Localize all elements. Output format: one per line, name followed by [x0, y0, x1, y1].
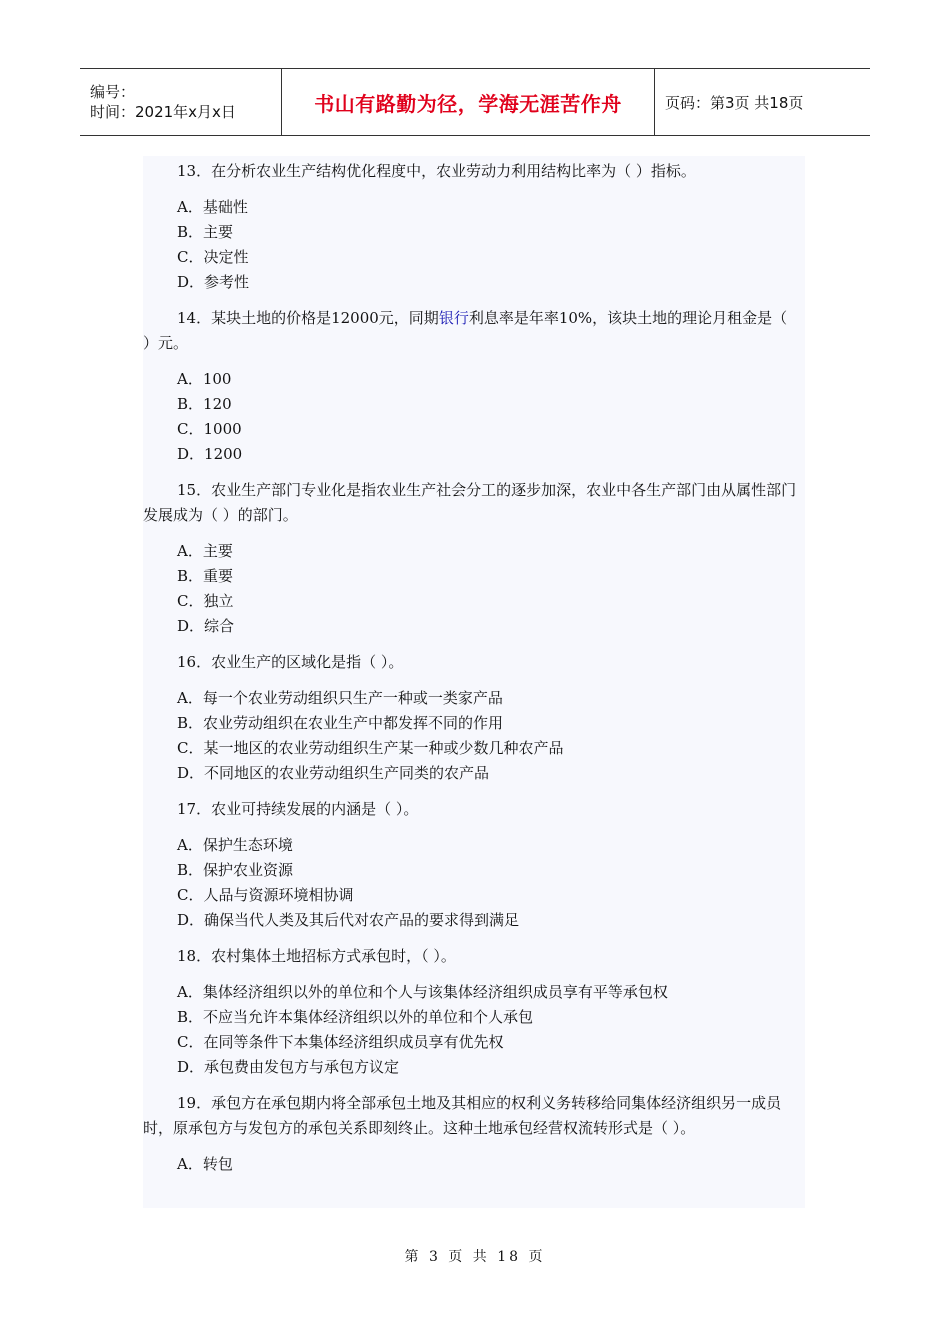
- bank-link[interactable]: 银行: [438, 309, 469, 327]
- option-list: [143, 195, 805, 295]
- question-stem: 13．在分析农业生产结构优化程度中，农业劳动力利用结构比率为（ ）指标。: [177, 162, 696, 180]
- question-15: [143, 478, 805, 639]
- document-date: 时间：2021年x月x日: [90, 103, 236, 121]
- question-17: [143, 797, 805, 933]
- option-d: D．不同地区的农业劳动组织生产同类的农产品: [177, 764, 490, 782]
- option-b: B．农业劳动组织在农业生产中都发挥不同的作用: [177, 714, 504, 732]
- option-d: D．综合: [177, 617, 235, 635]
- question-18: [143, 944, 805, 1080]
- page-header: [80, 68, 870, 136]
- question-stem: 18．农村集体土地招标方式承包时，（ ）。: [177, 947, 456, 965]
- header-page-number: 页码：第3页 共18页: [665, 93, 804, 112]
- option-c: C．人品与资源环境相协调: [177, 886, 354, 904]
- question-stem: 17．农业可持续发展的内涵是（ ）。: [177, 800, 419, 818]
- question-body: [143, 156, 805, 1208]
- page-footer: 第 3 页 共 18 页: [404, 1249, 546, 1265]
- stem-part-1: 14．某块土地的价格是12000元，同期: [177, 309, 439, 327]
- header-motto-cell: [282, 69, 655, 135]
- option-list: [143, 980, 805, 1080]
- option-a: A．集体经济组织以外的单位和个人与该集体经济组织成员享有平等承包权: [177, 983, 668, 1001]
- option-a: A．保护生态环境: [177, 836, 293, 854]
- option-d: D．1200: [177, 445, 243, 463]
- option-list: [143, 686, 805, 786]
- option-c: C．决定性: [177, 248, 249, 266]
- option-list: [143, 539, 805, 639]
- option-c: C．某一地区的农业劳动组织生产某一种或少数几种农产品: [177, 739, 564, 757]
- header-meta: [80, 69, 282, 135]
- option-d: D．承包费由发包方与承包方议定: [177, 1058, 400, 1076]
- option-b: B．120: [177, 395, 232, 413]
- option-b: B．重要: [177, 567, 234, 585]
- option-a: A．主要: [177, 542, 233, 560]
- question-14: [143, 306, 805, 467]
- option-c: C．在同等条件下本集体经济组织成员享有优先权: [177, 1033, 504, 1051]
- option-c: C．1000: [177, 420, 242, 438]
- option-a: A．转包: [177, 1155, 233, 1173]
- question-stem: 15．农业生产部门专业化是指农业生产社会分工的逐步加深，农业中各生产部门由从属性部门发展成为（ ）的部门。: [143, 481, 797, 524]
- option-d: D．参考性: [177, 273, 250, 291]
- header-page-cell: [655, 69, 870, 135]
- document-number-label: 编号：: [90, 83, 136, 101]
- option-list: [143, 833, 805, 933]
- option-b: B．保护农业资源: [177, 861, 294, 879]
- option-d: D．确保当代人类及其后代对农产品的要求得到满足: [177, 911, 520, 929]
- option-b: B．不应当允许本集体经济组织以外的单位和个人承包: [177, 1008, 534, 1026]
- header-motto: 书山有路勤为径，学海无涯苦作舟: [314, 91, 622, 116]
- question-13: [143, 159, 805, 295]
- option-list: [143, 1152, 805, 1177]
- option-a: A．每一个农业劳动组织只生产一种或一类家产品: [177, 689, 503, 707]
- question-stem: 19．承包方在承包期内将全部承包土地及其相应的权利义务转移给同集体经济组织另一成员时，原承包方与发包方的承包关系即刻终止。这种土地承包经营权流转形式是（ ）。: [143, 1094, 782, 1137]
- stem-part-2: 利息率是年率10%，该块土地的理论月租金是（ ）元。: [143, 309, 788, 352]
- question-19: [143, 1091, 805, 1177]
- option-b: B．主要: [177, 223, 234, 241]
- option-list: [143, 367, 805, 467]
- question-stem: [143, 306, 805, 356]
- option-c: C．独立: [177, 592, 234, 610]
- option-a: A．基础性: [177, 198, 248, 216]
- question-16: [143, 650, 805, 786]
- question-stem: 16．农业生产的区域化是指（ ）。: [177, 653, 404, 671]
- option-a: A．100: [177, 370, 232, 388]
